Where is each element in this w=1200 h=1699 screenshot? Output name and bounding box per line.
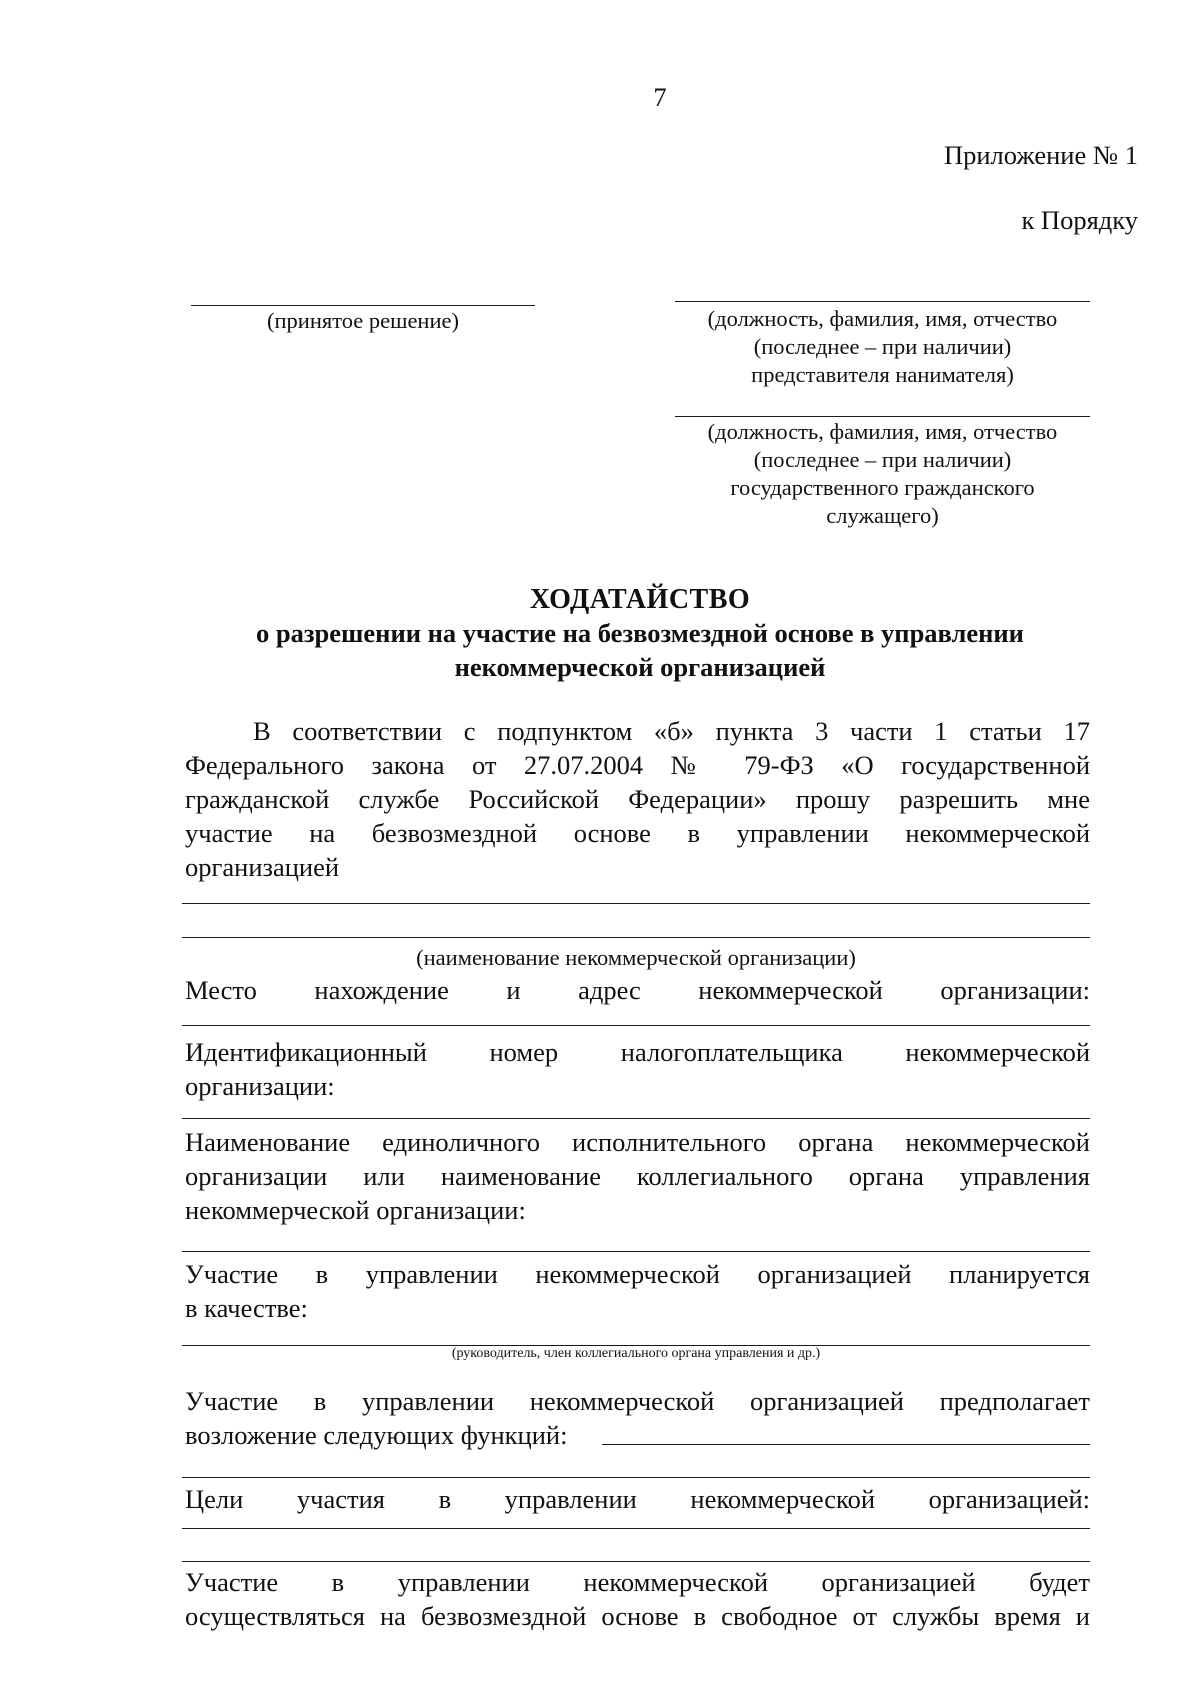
- goals-label: Цели участия в управлении некоммерческой организацией:: [185, 1484, 1090, 1514]
- executive-label-line-3: некоммерческой организации:: [185, 1195, 526, 1225]
- intro-paragraph: [185, 714, 1090, 884]
- role-label: [185, 1257, 1090, 1325]
- closing-paragraph: [185, 1565, 1090, 1633]
- executive-label: [185, 1125, 1090, 1227]
- inn-label-line-2: организации:: [185, 1071, 335, 1101]
- document-subtitle: [150, 616, 1130, 684]
- role-label-line-1: Участие в управлении некоммерческой организацией планируется: [185, 1259, 1090, 1289]
- location-line: [182, 1025, 1090, 1026]
- document-title: ХОДАТАЙСТВО: [529, 584, 751, 615]
- role-label-line-2: в качестве:: [185, 1293, 308, 1323]
- servant-caption-line-3: государственного гражданского: [730, 475, 1035, 500]
- location-label: Место нахождение и адрес некоммерческой организации:: [185, 975, 1090, 1005]
- servant-caption: [655, 418, 1110, 530]
- page-number: 7: [653, 82, 667, 112]
- servant-caption-line-1: (должность, фамилия, имя, отчество: [707, 419, 1058, 444]
- inn-label: [185, 1035, 1090, 1103]
- employer-caption-line-2: (последнее – при наличии): [753, 334, 1012, 359]
- decision-line: [191, 305, 535, 306]
- intro-line-4: участие на безвозмездной основе в управлении некоммерческой: [185, 818, 1090, 848]
- intro-line-5: организацией: [185, 852, 340, 882]
- org-name-line-2: [182, 937, 1090, 938]
- executive-label-line-2: организации или наименование коллегиального органа управления: [185, 1161, 1090, 1191]
- subtitle-line-1: о разрешении на участие на безвозмездной основе в управлении: [256, 618, 1024, 648]
- servant-line: [675, 416, 1090, 417]
- functions-line: [182, 1477, 1090, 1478]
- role-caption: (руководитель, член коллегиального органа управления и др.): [451, 1346, 821, 1361]
- goals-line-2: [182, 1561, 1090, 1562]
- to-order-label: к Порядку: [1021, 205, 1138, 235]
- org-name-line-1: [182, 903, 1090, 904]
- servant-caption-line-4: служащего): [826, 503, 939, 528]
- inn-line: [182, 1118, 1090, 1119]
- appendix-label: Приложение № 1: [943, 140, 1138, 170]
- inn-label-line-1: Идентификационный номер налогоплательщика некоммерческой: [185, 1037, 1090, 1067]
- org-name-caption: (наименование некоммерческой организации): [416, 945, 856, 970]
- functions-label: [185, 1384, 1090, 1452]
- goals-line-1: [182, 1528, 1090, 1529]
- employer-caption-line-3: представителя нанимателя): [751, 362, 1014, 387]
- closing-line-1: Участие в управлении некоммерческой организацией будет: [185, 1567, 1090, 1597]
- intro-line-2: Федерального закона от 27.07.2004 № 79-ФЗ «О государственной: [185, 750, 1090, 780]
- employer-caption-line-1: (должность, фамилия, имя, отчество: [707, 306, 1058, 331]
- closing-line-2: осуществляться на безвозмездной основе в свободное от службы время и: [185, 1601, 1090, 1631]
- functions-label-line-1: Участие в управлении некоммерческой организацией предполагает: [185, 1386, 1090, 1416]
- servant-caption-line-2: (последнее – при наличии): [753, 447, 1012, 472]
- employer-caption: [655, 305, 1110, 389]
- employer-line: [675, 301, 1090, 302]
- functions-line-inline: [602, 1444, 1090, 1445]
- subtitle-line-2: некоммерческой организацией: [454, 652, 826, 682]
- intro-line-1: В соответствии с подпунктом «б» пункта 3 части 1 статьи 17: [253, 716, 1090, 746]
- decision-caption: (принятое решение): [267, 308, 459, 333]
- functions-label-line-2: возложение следующих функций:: [185, 1420, 568, 1450]
- intro-line-3: гражданской службе Российской Федерации» прошу разрешить мне: [185, 784, 1090, 814]
- executive-line: [182, 1251, 1090, 1252]
- executive-label-line-1: Наименование единоличного исполнительного органа некоммерческой: [185, 1127, 1090, 1157]
